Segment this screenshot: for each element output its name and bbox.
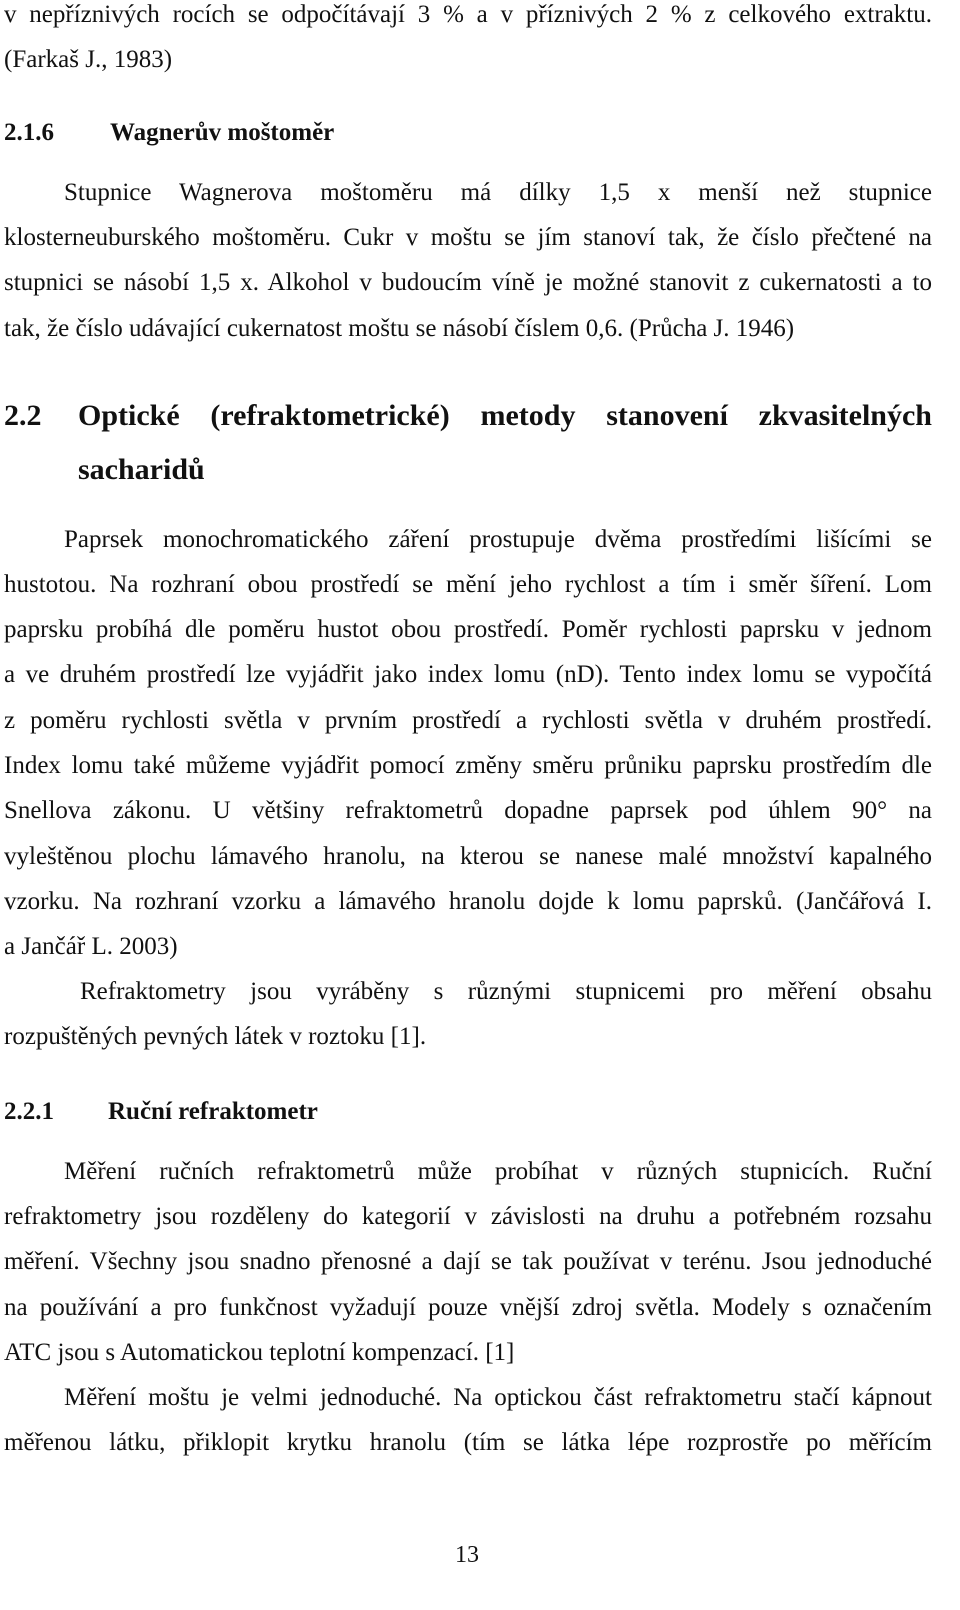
paragraph-line: v nepříznivých rocích se odpočítávají 3 % a v příznivých 2 % z celkového extraktu.: [4, 1, 932, 28]
paragraph-line: (Farkaš J., 1983): [4, 46, 173, 73]
page-number: 13: [455, 1542, 479, 1568]
paragraph-line: paprsku probíhá dle poměru hustot obou prostředí. Poměr rychlosti paprsku v jednom: [4, 616, 932, 643]
paragraph-line: měření. Všechny jsou snadno přenosné a dají se tak používat v terénu. Jsou jednoduché: [4, 1248, 932, 1275]
section-heading: Ruční refraktometr: [108, 1098, 318, 1125]
paragraph-line: z poměru rychlosti světla v prvním prostředí a rychlosti světla v druhém prostředí.: [4, 707, 932, 734]
section-heading: Wagnerův moštoměr: [110, 119, 335, 146]
paragraph-line: klosterneuburského moštoměru. Cukr v moštu se jím stanoví tak, že číslo přečtené na: [4, 224, 932, 251]
paragraph-line: na používání a pro funkčnost vyžadují pouze vnější zdroj světla. Modely s označením: [4, 1294, 932, 1321]
paragraph-line: Refraktometry jsou vyráběny s různými stupnicemi pro měření obsahu: [80, 978, 932, 1005]
paragraph-line: stupnici se násobí 1,5 x. Alkohol v budoucím víně je možné stanovit z cukernatosti a to: [4, 269, 932, 296]
paragraph-line: vyleštěnou plochu lámavého hranolu, na kterou se nanese malé množství kapalného: [4, 843, 932, 870]
paragraph-line: Měření ručních refraktometrů může probíhat v různých stupnicích. Ruční: [64, 1158, 932, 1185]
paragraph-line: a Jančář L. 2003): [4, 933, 178, 960]
paragraph-line: Stupnice Wagnerova moštoměru má dílky 1,5 x menší než stupnice: [64, 179, 932, 206]
paragraph-line: ATC jsou s Automatickou teplotní kompenzací. [1]: [4, 1339, 515, 1366]
paragraph-line: Index lomu také můžeme vyjádřit pomocí změny směru průniku paprsku prostředím dle: [4, 752, 932, 779]
section-heading: Optické (refraktometrické) metody stanovení zkvasitelných: [78, 399, 932, 432]
paragraph-line: hustotou. Na rozhraní obou prostředí se mění jeho rychlost a tím i směr šíření. Lom: [4, 571, 932, 598]
paragraph-line: tak, že číslo udávající cukernatost moštu se násobí číslem 0,6. (Průcha J. 1946): [4, 315, 795, 342]
paragraph-line: rozpuštěných pevných látek v roztoku [1].: [4, 1023, 427, 1050]
paragraph-line: měřenou látku, přiklopit krytku hranolu (tím se látka lépe rozprostře po měřícím: [4, 1429, 932, 1456]
paragraph-line: Snellova zákonu. U většiny refraktometrů dopadne paprsek pod úhlem 90° na: [4, 797, 932, 824]
section-number: 2.2.1: [4, 1098, 54, 1125]
paragraph-line: refraktometry jsou rozděleny do kategorií v závislosti na druhu a potřebném rozsahu: [4, 1203, 932, 1230]
paragraph-line: a ve druhém prostředí lze vyjádřit jako index lomu (nD). Tento index lomu se vypočítá: [4, 661, 932, 688]
paragraph-line: Měření moštu je velmi jednoduché. Na optickou část refraktometru stačí kápnout: [64, 1384, 932, 1411]
section-number: 2.1.6: [4, 119, 54, 146]
section-heading-continued: sacharidů: [78, 453, 205, 486]
paragraph-line: vzorku. Na rozhraní vzorku a lámavého hranolu dojde k lomu paprsků. (Jančářová I.: [4, 888, 932, 915]
paragraph-line: Paprsek monochromatického záření prostupuje dvěma prostředími lišícími se: [64, 526, 932, 553]
section-number: 2.2: [4, 399, 42, 432]
